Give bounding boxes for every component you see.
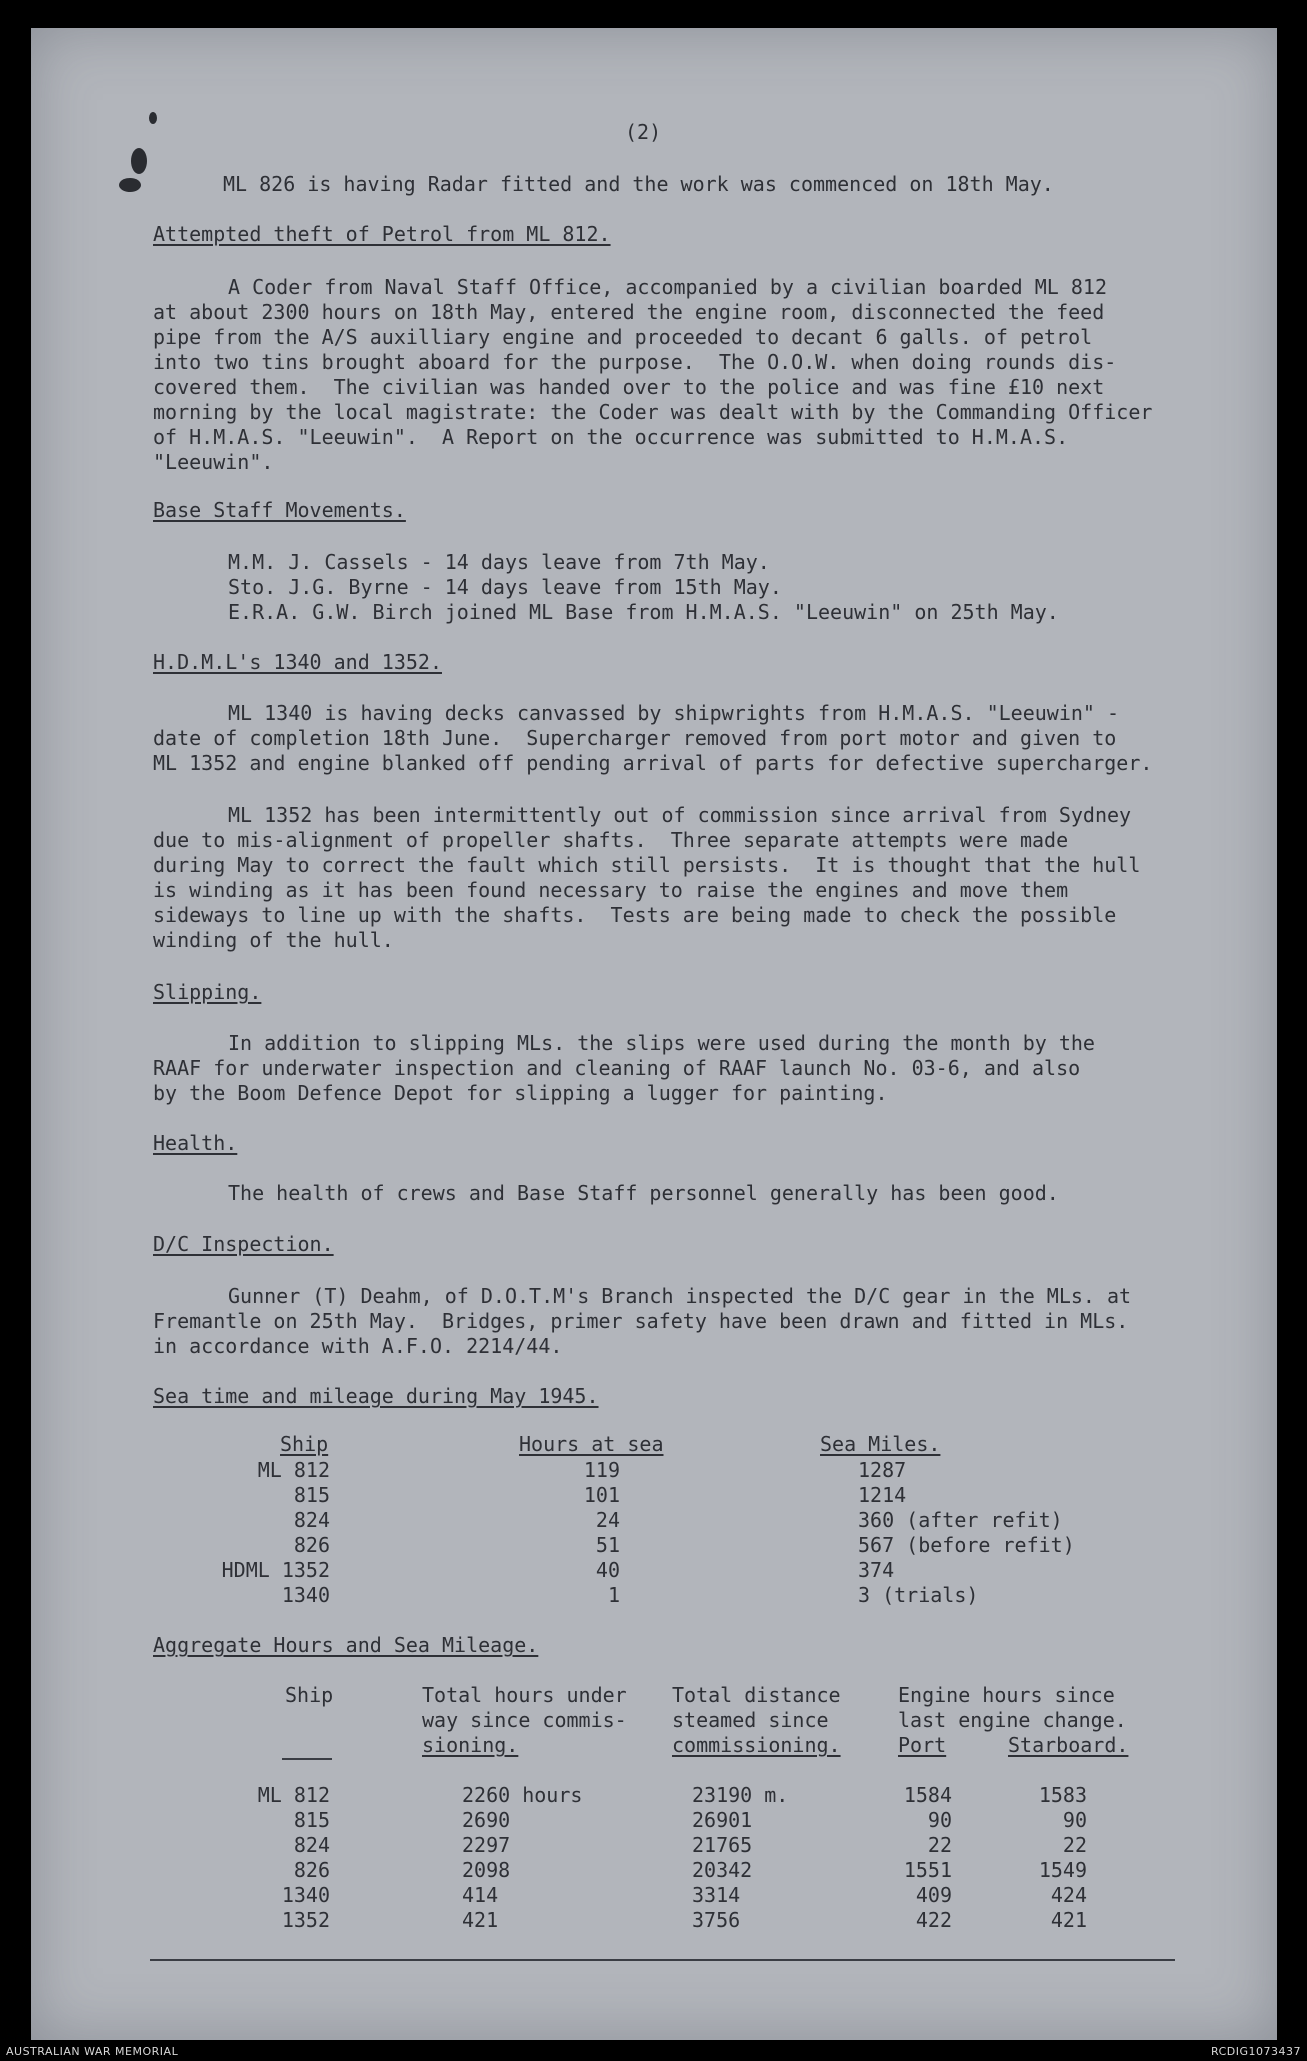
aggregate-distance: 21765 <box>692 1833 753 1857</box>
sea-time-ship: 824 <box>293 1508 330 1532</box>
aggregate-col-port: Port <box>898 1733 947 1757</box>
petrol-paragraph-line: pipe from the A/S auxilliary engine and proceeded to decant 6 galls. of petrol <box>153 325 1093 349</box>
aggregate-starboard: 22 <box>1062 1833 1087 1857</box>
aggregate-ship: 1340 <box>281 1883 330 1907</box>
aggregate-ship: 826 <box>293 1858 330 1882</box>
aggregate-starboard: 1583 <box>1038 1783 1087 1807</box>
aggregate-distance: 23190 m. <box>692 1783 789 1807</box>
sea-time-col-ship: Ship <box>280 1432 329 1456</box>
hdml-paragraph-line: ML 1340 is having decks canvassed by shipwrights from H.M.A.S. "Leeuwin" - <box>228 701 1120 725</box>
horizontal-rule <box>282 1758 332 1760</box>
aggregate-distance: 3756 <box>692 1908 741 1932</box>
base-staff-line: M.M. J. Cassels - 14 days leave from 7th May. <box>228 550 770 574</box>
hdml-paragraph-line: due to mis-alignment of propeller shafts. Three separate attempts were made <box>153 828 1069 852</box>
horizontal-rule <box>150 1959 1175 1961</box>
sea-time-hours: 51 <box>595 1533 620 1557</box>
sea-time-ship: 815 <box>293 1483 330 1507</box>
aggregate-starboard: 424 <box>1050 1883 1087 1907</box>
aggregate-col-hours: sioning. <box>422 1733 519 1757</box>
section-heading-petrol: Attempted theft of Petrol from ML 812. <box>153 222 611 246</box>
sea-time-hours: 119 <box>583 1458 620 1482</box>
petrol-paragraph-line: of H.M.A.S. "Leeuwin". A Report on the occurrence was submitted to H.M.A.S. <box>153 425 1069 449</box>
section-heading-dc: D/C Inspection. <box>153 1232 334 1256</box>
page-number: (2) <box>625 120 662 144</box>
petrol-paragraph-line: A Coder from Naval Staff Office, accompanied by a civilian boarded ML 812 <box>228 275 1107 299</box>
aggregate-ship: ML 812 <box>257 1783 330 1807</box>
hdml-paragraph-line: during May to correct the fault which still persists. It is thought that the hull <box>153 853 1141 877</box>
aggregate-col-hours: Total hours under <box>422 1683 627 1707</box>
aggregate-hours: 2098 <box>462 1858 511 1882</box>
aggregate-hours: 421 <box>462 1908 499 1932</box>
base-staff-line: E.R.A. G.W. Birch joined ML Base from H.M.A.S. "Leeuwin" on 25th May. <box>228 600 1059 624</box>
petrol-paragraph-line: at about 2300 hours on 18th May, entered the engine room, disconnected the feed <box>153 300 1105 324</box>
slipping-paragraph-line: RAAF for underwater inspection and cleaning of RAAF launch No. 03-6, and also <box>153 1056 1081 1080</box>
sea-time-miles: 1287 <box>858 1458 907 1482</box>
petrol-paragraph-line: covered them. The civilian was handed over to the police and was fine £10 next <box>153 375 1105 399</box>
aggregate-col-engine: Engine hours since <box>898 1683 1115 1707</box>
aggregate-col-starboard: Starboard. <box>1008 1733 1129 1757</box>
sea-time-ship: 1340 <box>281 1583 330 1607</box>
aggregate-distance: 3314 <box>692 1883 741 1907</box>
footer-record-id: RCDIG1073437 <box>1210 2045 1301 2058</box>
aggregate-port: 1584 <box>903 1783 952 1807</box>
dc-paragraph-line: Gunner (T) Deahm, of D.O.T.M's Branch inspected the D/C gear in the MLs. at <box>228 1284 1132 1308</box>
hdml-paragraph-line: ML 1352 and engine blanked off pending arrival of parts for defective supercharger. <box>153 751 1153 775</box>
section-heading-hdml: H.D.M.L's 1340 and 1352. <box>153 650 442 674</box>
health-paragraph-line: The health of crews and Base Staff personnel generally has been good. <box>228 1181 1059 1205</box>
section-heading-slipping: Slipping. <box>153 980 262 1004</box>
sea-time-ship: HDML 1352 <box>221 1558 330 1582</box>
sea-time-heading: Sea time and mileage during May 1945. <box>153 1384 599 1408</box>
aggregate-hours: 2260 hours <box>462 1783 583 1807</box>
aggregate-hours: 414 <box>462 1883 499 1907</box>
footer-archive-name: AUSTRALIAN WAR MEMORIAL <box>6 2045 179 2058</box>
ink-blot <box>131 148 147 174</box>
sea-time-hours: 40 <box>595 1558 620 1582</box>
sea-time-ship: 826 <box>293 1533 330 1557</box>
aggregate-col-hours: way since commis- <box>422 1708 627 1732</box>
sea-time-miles: 567 (before refit) <box>858 1533 1075 1557</box>
petrol-paragraph-line: into two tins brought aboard for the purpose. The O.O.W. when doing rounds dis- <box>153 350 1117 374</box>
hdml-paragraph-line: winding of the hull. <box>153 928 394 952</box>
aggregate-starboard: 90 <box>1062 1808 1087 1832</box>
aggregate-col-distance: Total distance <box>672 1683 841 1707</box>
aggregate-hours: 2297 <box>462 1833 511 1857</box>
aggregate-port: 422 <box>915 1908 952 1932</box>
intro-text: ML 826 is having Radar fitted and the work was commenced on 18th May. <box>223 172 1054 196</box>
sea-time-hours: 24 <box>595 1508 620 1532</box>
aggregate-distance: 26901 <box>692 1808 753 1832</box>
aggregate-port: 22 <box>927 1833 952 1857</box>
aggregate-ship: 815 <box>293 1808 330 1832</box>
slipping-paragraph-line: In addition to slipping MLs. the slips were used during the month by the <box>228 1031 1095 1055</box>
aggregate-hours: 2690 <box>462 1808 511 1832</box>
hdml-paragraph-line: is winding as it has been found necessary to raise the engines and move them <box>153 878 1069 902</box>
hdml-paragraph-line: sideways to line up with the shafts. Tests are being made to check the possible <box>153 903 1117 927</box>
hdml-paragraph-line: ML 1352 has been intermittently out of commission since arrival from Sydney <box>228 803 1132 827</box>
dc-paragraph-line: in accordance with A.F.O. 2214/44. <box>153 1334 563 1358</box>
aggregate-col-distance: steamed since <box>672 1708 829 1732</box>
base-staff-line: Sto. J.G. Byrne - 14 days leave from 15th May. <box>228 575 782 599</box>
aggregate-ship: 824 <box>293 1833 330 1857</box>
section-heading-health: Health. <box>153 1131 238 1155</box>
aggregate-ship: 1352 <box>281 1908 330 1932</box>
aggregate-port: 90 <box>927 1808 952 1832</box>
aggregate-heading: Aggregate Hours and Sea Mileage. <box>153 1633 539 1657</box>
aggregate-port: 1551 <box>903 1858 952 1882</box>
sea-time-miles: 360 (after refit) <box>858 1508 1063 1532</box>
aggregate-starboard: 1549 <box>1038 1858 1087 1882</box>
petrol-paragraph-line: morning by the local magistrate: the Coder was dealt with by the Commanding Officer <box>153 400 1153 424</box>
sea-time-col-hours: Hours at sea <box>519 1432 664 1456</box>
petrol-paragraph-line: "Leeuwin". <box>153 450 274 474</box>
sea-time-miles: 374 <box>858 1558 895 1582</box>
sea-time-ship: ML 812 <box>257 1458 330 1482</box>
aggregate-port: 409 <box>915 1883 952 1907</box>
ink-blot <box>149 112 157 124</box>
dc-paragraph-line: Fremantle on 25th May. Bridges, primer safety have been drawn and fitted in MLs. <box>153 1309 1129 1333</box>
aggregate-starboard: 421 <box>1050 1908 1087 1932</box>
sea-time-hours: 1 <box>607 1583 620 1607</box>
sea-time-hours: 101 <box>583 1483 620 1507</box>
section-heading-base-staff: Base Staff Movements. <box>153 498 406 522</box>
sea-time-miles: 1214 <box>858 1483 907 1507</box>
aggregate-col-distance: commissioning. <box>672 1733 841 1757</box>
aggregate-distance: 20342 <box>692 1858 753 1882</box>
aggregate-col-engine: last engine change. <box>898 1708 1127 1732</box>
aggregate-col-ship: Ship <box>285 1683 334 1707</box>
hdml-paragraph-line: date of completion 18th June. Supercharger removed from port motor and given to <box>153 726 1117 750</box>
sea-time-col-miles: Sea Miles. <box>820 1432 941 1456</box>
sea-time-miles: 3 (trials) <box>858 1583 979 1607</box>
ink-blot <box>119 178 141 192</box>
slipping-paragraph-line: by the Boom Defence Depot for slipping a lugger for painting. <box>153 1081 888 1105</box>
